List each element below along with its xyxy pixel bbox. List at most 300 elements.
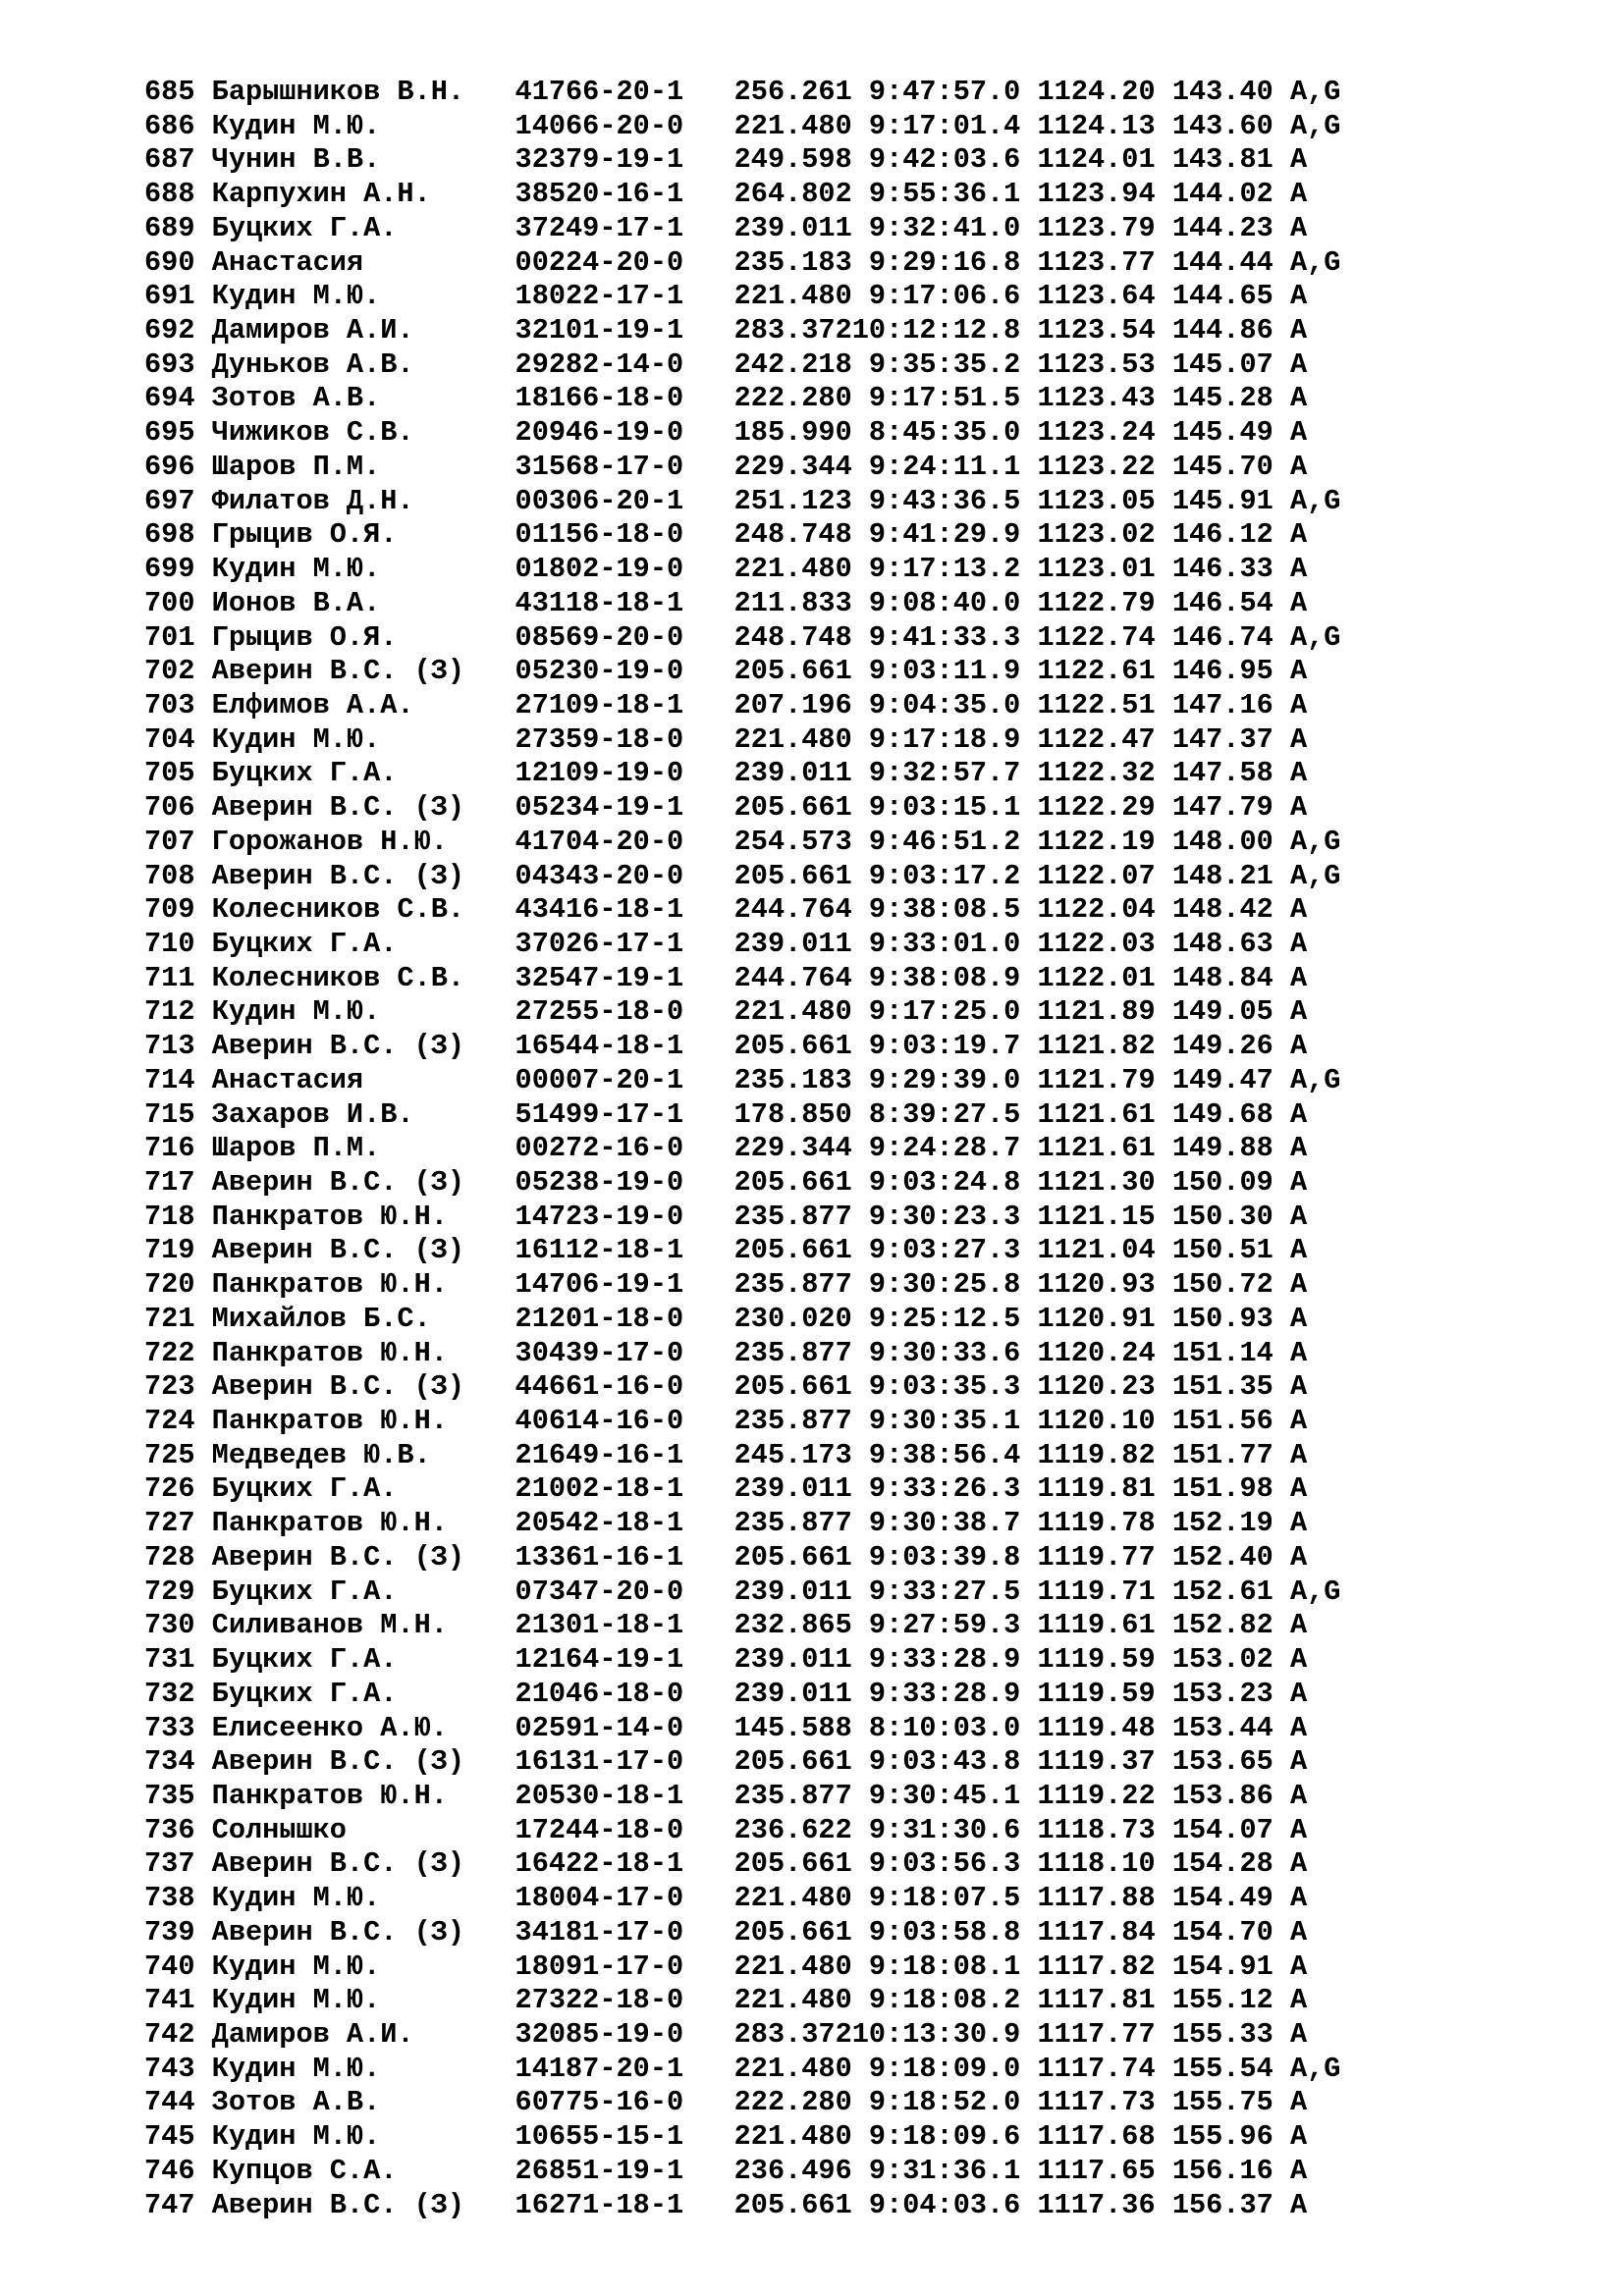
cell-time: 9:03:43.8 [851, 1745, 1021, 1779]
cell-place: 701 [144, 620, 195, 654]
cell-distance: 254.573 [733, 825, 852, 858]
cell-name: Аверин В.С. (З) [211, 1030, 499, 1063]
cell-tags: A [1289, 416, 1341, 450]
cell-speed: 1117.81 [1037, 1984, 1156, 2017]
cell-place: 747 [144, 2188, 195, 2221]
cell-ring: 37026-17-1 [514, 927, 684, 960]
cell-name: Панкратов Ю.Н. [211, 1268, 499, 1302]
cell-ring: 14723-19-0 [514, 1200, 684, 1233]
cell-time: 9:17:13.2 [851, 553, 1021, 586]
cell-name: Кудин М.Ю. [211, 1984, 499, 2017]
cell-time: 9:03:11.9 [851, 655, 1021, 688]
table-row [144, 1268, 1340, 1303]
cell-time: 9:42:03.6 [851, 143, 1021, 177]
cell-ring: 16544-18-1 [514, 1030, 684, 1063]
cell-name: Кудин М.Ю. [211, 1882, 499, 1915]
cell-time: 9:38:56.4 [851, 1438, 1021, 1471]
cell-speed: 1124.01 [1037, 143, 1156, 177]
cell-time: 9:38:08.9 [851, 961, 1021, 994]
table-row [144, 791, 1340, 826]
cell-time: 9:30:35.1 [851, 1405, 1021, 1438]
cell-distance: 235.877 [733, 1336, 852, 1369]
cell-place: 704 [144, 722, 195, 756]
cell-time: 9:32:41.0 [851, 211, 1021, 244]
cell-name: Чунин В.В. [211, 143, 499, 177]
cell-speed: 1120.24 [1037, 1336, 1156, 1369]
cell-name: Буцких Г.А. [211, 211, 499, 244]
cell-distance: 221.480 [733, 553, 852, 586]
cell-tags: A [1289, 1132, 1341, 1165]
cell-name: Шаров П.М. [211, 450, 499, 483]
cell-ring: 20530-18-1 [514, 1779, 684, 1812]
cell-ring: 37249-17-1 [514, 211, 684, 244]
cell-name: Анастасия [211, 1063, 499, 1096]
cell-points: 151.98 [1171, 1472, 1273, 1506]
cell-points: 151.35 [1171, 1370, 1273, 1404]
table-row [144, 416, 1340, 451]
cell-ring: 40614-16-0 [514, 1405, 684, 1438]
cell-speed: 1123.54 [1037, 314, 1156, 347]
table-row [144, 893, 1340, 928]
cell-name: Дуньков А.В. [211, 347, 499, 381]
cell-ring: 27255-18-0 [514, 995, 684, 1029]
cell-place: 688 [144, 178, 195, 211]
cell-tags: A [1289, 2188, 1341, 2221]
cell-name: Кудин М.Ю. [211, 1949, 499, 1983]
cell-time: 9:24:11.1 [851, 450, 1021, 483]
cell-speed: 1119.22 [1037, 1779, 1156, 1812]
cell-points: 156.37 [1171, 2188, 1273, 2221]
cell-name: Ионов В.А. [211, 586, 499, 619]
cell-speed: 1121.61 [1037, 1097, 1156, 1131]
cell-speed: 1119.37 [1037, 1745, 1156, 1779]
cell-distance: 221.480 [733, 1882, 852, 1915]
cell-place: 735 [144, 1779, 195, 1812]
cell-distance: 239.011 [733, 927, 852, 960]
table-row [144, 655, 1340, 689]
cell-tags: A [1289, 893, 1341, 927]
cell-name: Кудин М.Ю. [211, 995, 499, 1029]
cell-name: Буцких Г.А. [211, 1472, 499, 1506]
cell-time: 9:35:35.2 [851, 347, 1021, 381]
cell-ring: 01156-18-0 [514, 518, 684, 552]
table-row [144, 348, 1340, 383]
cell-place: 736 [144, 1813, 195, 1846]
cell-speed: 1119.81 [1037, 1472, 1156, 1506]
cell-time: 10:12:12.8 [851, 314, 1021, 347]
cell-distance: 221.480 [733, 2120, 852, 2154]
cell-name: Горожанов Н.Ю. [211, 825, 499, 858]
cell-speed: 1119.71 [1037, 1575, 1156, 1608]
cell-place: 710 [144, 927, 195, 960]
cell-place: 745 [144, 2120, 195, 2154]
cell-time: 9:03:39.8 [851, 1540, 1021, 1574]
cell-points: 145.49 [1171, 416, 1273, 450]
cell-speed: 1121.04 [1037, 1234, 1156, 1267]
cell-place: 692 [144, 314, 195, 347]
cell-speed: 1117.65 [1037, 2154, 1156, 2187]
cell-points: 150.51 [1171, 1234, 1273, 1267]
cell-points: 143.81 [1171, 143, 1273, 177]
cell-speed: 1121.15 [1037, 1200, 1156, 1233]
cell-speed: 1122.01 [1037, 961, 1156, 994]
cell-speed: 1123.05 [1037, 484, 1156, 517]
cell-points: 150.30 [1171, 1200, 1273, 1233]
cell-distance: 239.011 [733, 1575, 852, 1608]
table-row [144, 485, 1340, 519]
cell-points: 147.16 [1171, 688, 1273, 721]
cell-time: 9:03:19.7 [851, 1030, 1021, 1063]
cell-points: 155.33 [1171, 2017, 1273, 2051]
cell-speed: 1123.77 [1037, 245, 1156, 279]
cell-name: Буцких Г.А. [211, 927, 499, 960]
cell-points: 150.93 [1171, 1302, 1273, 1335]
cell-points: 151.56 [1171, 1405, 1273, 1438]
cell-speed: 1119.77 [1037, 1540, 1156, 1574]
cell-ring: 08569-20-0 [514, 620, 684, 654]
cell-tags: A [1289, 347, 1341, 381]
cell-distance: 283.372 [733, 314, 852, 347]
cell-place: 694 [144, 382, 195, 415]
cell-points: 155.96 [1171, 2120, 1273, 2154]
cell-name: Купцов С.А. [211, 2154, 499, 2187]
cell-name: Аверин В.С. (З) [211, 1847, 499, 1881]
cell-tags: A [1289, 2120, 1341, 2154]
cell-name: Барышников В.Н. [211, 76, 499, 108]
table-row [144, 1541, 1340, 1575]
cell-distance: 205.661 [733, 1915, 852, 1949]
cell-distance: 239.011 [733, 757, 852, 790]
cell-speed: 1123.02 [1037, 518, 1156, 552]
cell-time: 9:03:27.3 [851, 1234, 1021, 1267]
cell-time: 9:03:56.3 [851, 1847, 1021, 1881]
table-row [144, 1370, 1340, 1405]
cell-name: Силиванов М.Н. [211, 1609, 499, 1642]
cell-time: 9:25:12.5 [851, 1302, 1021, 1335]
cell-name: Буцких Г.А. [211, 1643, 499, 1677]
cell-place: 733 [144, 1711, 195, 1744]
table-row [144, 1098, 1340, 1133]
cell-points: 144.65 [1171, 280, 1273, 313]
cell-name: Михайлов Б.С. [211, 1302, 499, 1335]
cell-time: 9:18:07.5 [851, 1882, 1021, 1915]
cell-place: 690 [144, 245, 195, 279]
table-row [144, 1847, 1340, 1882]
cell-distance: 205.661 [733, 1234, 852, 1267]
cell-distance: 205.661 [733, 1370, 852, 1404]
cell-speed: 1123.24 [1037, 416, 1156, 450]
cell-points: 153.02 [1171, 1643, 1273, 1677]
cell-time: 9:47:57.0 [851, 76, 1021, 108]
cell-place: 706 [144, 791, 195, 825]
cell-name: Зотов А.В. [211, 2086, 499, 2119]
cell-place: 713 [144, 1030, 195, 1063]
cell-name: Елфимов А.А. [211, 688, 499, 721]
cell-name: Кудин М.Ю. [211, 2120, 499, 2154]
cell-points: 149.05 [1171, 995, 1273, 1029]
cell-tags: A [1289, 586, 1341, 619]
cell-speed: 1123.01 [1037, 553, 1156, 586]
table-row [144, 689, 1340, 723]
cell-place: 711 [144, 961, 195, 994]
table-row [144, 1201, 1340, 1235]
table-row [144, 1712, 1340, 1746]
cell-distance: 221.480 [733, 995, 852, 1029]
cell-speed: 1123.53 [1037, 347, 1156, 381]
cell-ring: 21046-18-0 [514, 1677, 684, 1710]
cell-ring: 05230-19-0 [514, 655, 684, 688]
table-row [144, 143, 1340, 178]
cell-distance: 205.661 [733, 1540, 852, 1574]
cell-points: 148.42 [1171, 893, 1273, 927]
table-row [144, 1745, 1340, 1780]
cell-tags: A [1289, 1813, 1341, 1846]
cell-points: 152.61 [1171, 1575, 1273, 1608]
cell-ring: 27359-18-0 [514, 722, 684, 756]
cell-name: Дамиров А.И. [211, 314, 499, 347]
cell-distance: 256.261 [733, 76, 852, 108]
cell-place: 709 [144, 893, 195, 927]
cell-distance: 205.661 [733, 2188, 852, 2221]
cell-points: 154.28 [1171, 1847, 1273, 1881]
cell-ring: 20946-19-0 [514, 416, 684, 450]
cell-distance: 205.661 [733, 655, 852, 688]
cell-ring: 18022-17-1 [514, 280, 684, 313]
table-row [144, 1950, 1340, 1985]
cell-tags: A [1289, 1949, 1341, 1983]
cell-tags: A [1289, 1984, 1341, 2017]
cell-ring: 21649-16-1 [514, 1438, 684, 1471]
cell-name: Кудин М.Ю. [211, 109, 499, 142]
cell-speed: 1121.30 [1037, 1166, 1156, 1199]
cell-time: 8:10:03.0 [851, 1711, 1021, 1744]
cell-time: 9:03:35.3 [851, 1370, 1021, 1404]
cell-ring: 14066-20-0 [514, 109, 684, 142]
cell-points: 148.21 [1171, 859, 1273, 892]
cell-tags: A [1289, 280, 1341, 313]
cell-speed: 1122.61 [1037, 655, 1156, 688]
cell-points: 145.91 [1171, 484, 1273, 517]
cell-tags: A [1289, 1438, 1341, 1471]
cell-distance: 232.865 [733, 1609, 852, 1642]
cell-place: 739 [144, 1915, 195, 1949]
cell-speed: 1123.64 [1037, 280, 1156, 313]
cell-place: 698 [144, 518, 195, 552]
cell-distance: 221.480 [733, 722, 852, 756]
cell-ring: 31568-17-0 [514, 450, 684, 483]
cell-points: 147.58 [1171, 757, 1273, 790]
cell-points: 146.54 [1171, 586, 1273, 619]
cell-points: 155.75 [1171, 2086, 1273, 2119]
cell-place: 702 [144, 655, 195, 688]
cell-tags: A [1289, 314, 1341, 347]
table-row [144, 962, 1340, 996]
cell-speed: 1119.61 [1037, 1609, 1156, 1642]
table-row [144, 1064, 1340, 1098]
cell-distance: 207.196 [733, 688, 852, 721]
cell-time: 9:17:18.9 [851, 722, 1021, 756]
cell-distance: 239.011 [733, 1643, 852, 1677]
cell-tags: A [1289, 2086, 1341, 2119]
cell-tags: A [1289, 1643, 1341, 1677]
cell-tags: A [1289, 553, 1341, 586]
cell-ring: 27322-18-0 [514, 1984, 684, 2017]
cell-points: 150.09 [1171, 1166, 1273, 1199]
cell-distance: 221.480 [733, 280, 852, 313]
cell-ring: 21301-18-1 [514, 1609, 684, 1642]
cell-time: 9:29:39.0 [851, 1063, 1021, 1096]
cell-time: 9:33:26.3 [851, 1472, 1021, 1506]
cell-tags: A [1289, 688, 1341, 721]
cell-place: 731 [144, 1643, 195, 1677]
cell-tags: A [1289, 1915, 1341, 1949]
cell-distance: 235.183 [733, 1063, 852, 1096]
cell-distance: 239.011 [733, 1677, 852, 1710]
cell-speed: 1117.77 [1037, 2017, 1156, 2051]
table-row [144, 1472, 1340, 1507]
cell-name: Солнышко [211, 1813, 499, 1846]
cell-name: Буцких Г.А. [211, 1575, 499, 1608]
cell-ring: 00007-20-1 [514, 1063, 684, 1096]
cell-time: 9:04:35.0 [851, 688, 1021, 721]
cell-distance: 221.480 [733, 109, 852, 142]
cell-points: 147.37 [1171, 722, 1273, 756]
cell-tags: A,G [1289, 1575, 1341, 1608]
cell-ring: 41766-20-1 [514, 76, 684, 108]
cell-ring: 21201-18-0 [514, 1302, 684, 1335]
cell-ring: 32547-19-1 [514, 961, 684, 994]
cell-ring: 16131-17-0 [514, 1745, 684, 1779]
cell-distance: 248.748 [733, 518, 852, 552]
cell-points: 148.00 [1171, 825, 1273, 858]
cell-time: 9:30:23.3 [851, 1200, 1021, 1233]
cell-points: 144.23 [1171, 211, 1273, 244]
table-row [144, 1609, 1340, 1643]
cell-tags: A,G [1289, 2052, 1341, 2085]
cell-time: 9:03:58.8 [851, 1915, 1021, 1949]
table-row [144, 178, 1340, 212]
cell-ring: 32085-19-0 [514, 2017, 684, 2051]
table-row [144, 928, 1340, 962]
table-row [144, 1507, 1340, 1541]
cell-time: 9:30:25.8 [851, 1268, 1021, 1302]
cell-time: 9:29:16.8 [851, 245, 1021, 279]
table-row [144, 1234, 1340, 1268]
cell-name: Грыцив О.Я. [211, 518, 499, 552]
cell-ring: 30439-17-0 [514, 1336, 684, 1369]
cell-time: 9:33:28.9 [851, 1643, 1021, 1677]
cell-time: 9:17:25.0 [851, 995, 1021, 1029]
cell-ring: 00272-16-0 [514, 1132, 684, 1165]
cell-ring: 44661-16-0 [514, 1370, 684, 1404]
cell-ring: 18004-17-0 [514, 1882, 684, 1915]
cell-name: Карпухин А.Н. [211, 178, 499, 211]
cell-time: 9:41:29.9 [851, 518, 1021, 552]
cell-place: 727 [144, 1507, 195, 1540]
cell-name: Шаров П.М. [211, 1132, 499, 1165]
cell-place: 729 [144, 1575, 195, 1608]
cell-time: 9:18:52.0 [851, 2086, 1021, 2119]
cell-time: 10:13:30.9 [851, 2017, 1021, 2051]
cell-ring: 10655-15-1 [514, 2120, 684, 2154]
cell-ring: 27109-18-1 [514, 688, 684, 721]
cell-distance: 239.011 [733, 1472, 852, 1506]
cell-ring: 04343-20-0 [514, 859, 684, 892]
table-row [144, 723, 1340, 758]
cell-time: 9:03:15.1 [851, 791, 1021, 825]
cell-ring: 05238-19-0 [514, 1166, 684, 1199]
cell-speed: 1119.82 [1037, 1438, 1156, 1471]
cell-ring: 43416-18-1 [514, 893, 684, 927]
cell-distance: 205.661 [733, 1030, 852, 1063]
cell-ring: 32379-19-1 [514, 143, 684, 177]
cell-tags: A [1289, 1370, 1341, 1404]
cell-speed: 1124.13 [1037, 109, 1156, 142]
cell-time: 9:03:17.2 [851, 859, 1021, 892]
cell-ring: 16271-18-1 [514, 2188, 684, 2221]
table-row [144, 1337, 1340, 1371]
table-row [144, 860, 1340, 894]
cell-time: 9:04:03.6 [851, 2188, 1021, 2221]
cell-ring: 16422-18-1 [514, 1847, 684, 1881]
cell-distance: 229.344 [733, 450, 852, 483]
cell-distance: 145.588 [733, 1711, 852, 1744]
cell-distance: 222.280 [733, 2086, 852, 2119]
cell-points: 154.91 [1171, 1949, 1273, 1983]
cell-place: 722 [144, 1336, 195, 1369]
cell-distance: 178.850 [733, 1097, 852, 1131]
cell-ring: 07347-20-0 [514, 1575, 684, 1608]
cell-ring: 18166-18-0 [514, 382, 684, 415]
cell-points: 153.86 [1171, 1779, 1273, 1812]
cell-speed: 1121.61 [1037, 1132, 1156, 1165]
cell-name: Кудин М.Ю. [211, 280, 499, 313]
cell-name: Аверин В.С. (З) [211, 1540, 499, 1574]
cell-speed: 1124.20 [1037, 76, 1156, 108]
cell-place: 723 [144, 1370, 195, 1404]
cell-speed: 1120.91 [1037, 1302, 1156, 1335]
cell-name: Кудин М.Ю. [211, 722, 499, 756]
cell-distance: 236.622 [733, 1813, 852, 1846]
cell-tags: A [1289, 961, 1341, 994]
cell-ring: 12109-19-0 [514, 757, 684, 790]
cell-points: 152.40 [1171, 1540, 1273, 1574]
cell-tags: A,G [1289, 859, 1341, 892]
cell-name: Кудин М.Ю. [211, 553, 499, 586]
table-row [144, 1780, 1340, 1814]
cell-place: 728 [144, 1540, 195, 1574]
cell-speed: 1120.93 [1037, 1268, 1156, 1302]
cell-points: 152.19 [1171, 1507, 1273, 1540]
cell-ring: 51499-17-1 [514, 1097, 684, 1131]
cell-points: 156.16 [1171, 2154, 1273, 2187]
cell-distance: 283.372 [733, 2017, 852, 2051]
cell-speed: 1122.79 [1037, 586, 1156, 619]
cell-time: 9:31:30.6 [851, 1813, 1021, 1846]
cell-time: 9:18:08.1 [851, 1949, 1021, 1983]
cell-tags: A [1289, 1302, 1341, 1335]
cell-place: 718 [144, 1200, 195, 1233]
cell-tags: A [1289, 211, 1341, 244]
cell-time: 9:03:24.8 [851, 1166, 1021, 1199]
cell-tags: A [1289, 1847, 1341, 1881]
cell-ring: 17244-18-0 [514, 1813, 684, 1846]
cell-distance: 205.661 [733, 791, 852, 825]
cell-name: Грыцив О.Я. [211, 620, 499, 654]
cell-speed: 1122.19 [1037, 825, 1156, 858]
table-row [144, 1984, 1340, 2018]
cell-tags: A [1289, 1507, 1341, 1540]
